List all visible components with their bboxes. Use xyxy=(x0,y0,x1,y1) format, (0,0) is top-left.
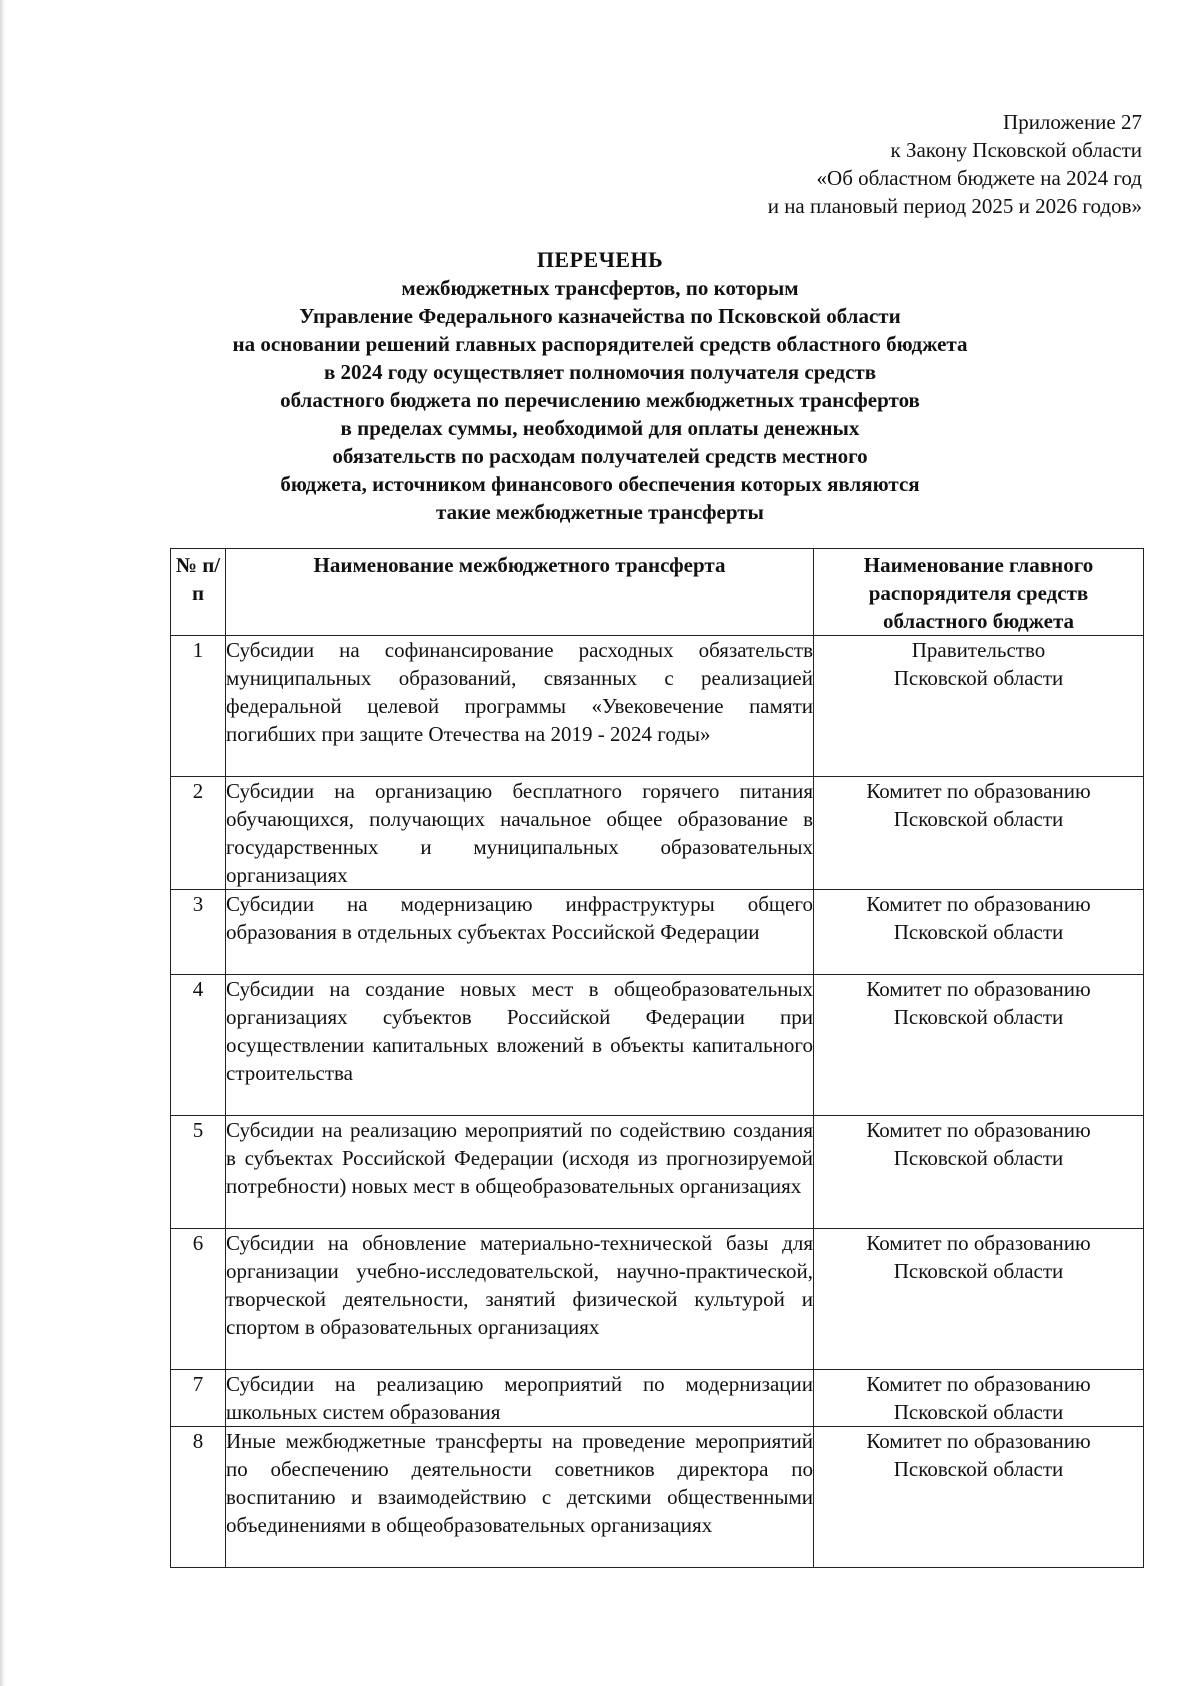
administrator-line: Псковской области xyxy=(893,1146,1064,1170)
transfer-name: Субсидии на софинансирование расходных обязательств муниципальных образований, связанных с реализацией федеральной целевой программы «Увековечение памяти погибших при защите Отечества на 2019 - 2024 годы» xyxy=(226,636,814,777)
administrator-line: Комитет по образованию xyxy=(866,1118,1091,1142)
title-line: межбюджетных трансфертов, по которым xyxy=(401,276,799,300)
appendix-line: и на плановый период 2025 и 2026 годов» xyxy=(767,194,1142,218)
row-number: 7 xyxy=(171,1370,226,1427)
administrator-line: Комитет по образованию xyxy=(866,1372,1091,1396)
document-title xyxy=(120,246,1080,526)
row-number: 6 xyxy=(171,1229,226,1370)
administrator-name xyxy=(814,1427,1144,1568)
transfer-name: Субсидии на модернизацию инфраструктуры общего образования в отдельных субъектах Российской Федерации xyxy=(226,890,814,975)
title-line: такие межбюджетные трансферты xyxy=(436,500,764,524)
appendix-line: «Об областном бюджете на 2024 год xyxy=(816,166,1142,190)
administrator-name xyxy=(814,1116,1144,1229)
administrator-name xyxy=(814,1229,1144,1370)
row-number: 1 xyxy=(171,636,226,777)
appendix-line: к Закону Псковской области xyxy=(890,138,1142,162)
table-row xyxy=(171,890,1144,975)
administrator-name xyxy=(814,890,1144,975)
administrator-name xyxy=(814,636,1144,777)
title-line: в 2024 году осуществляет полномочия получателя средств xyxy=(323,360,877,384)
administrator-line: Комитет по образованию xyxy=(866,977,1091,1001)
administrator-line: Правительство xyxy=(911,638,1046,662)
transfer-name: Субсидии на реализацию мероприятий по содействию создания в субъектах Российской Федерации (исходя из прогнозируемой потребности) новых мест в общеобразовательных организациях xyxy=(226,1116,814,1229)
transfer-name: Субсидии на создание новых мест в общеобразовательных организациях субъектов Российской Федерации при осуществлении капитальных вложений в объекты капитального строительства xyxy=(226,975,814,1116)
table-row xyxy=(171,975,1144,1116)
administrator-line: Комитет по образованию xyxy=(866,1429,1091,1453)
administrator-line: Псковской области xyxy=(893,807,1064,831)
title-line: в пределах суммы, необходимой для оплаты денежных xyxy=(340,416,860,440)
row-number: 4 xyxy=(171,975,226,1116)
row-number: 3 xyxy=(171,890,226,975)
row-number: 2 xyxy=(171,777,226,890)
header-transfer-name: Наименование межбюджетного трансферта xyxy=(226,549,814,636)
title-main: ПЕРЕЧЕНЬ xyxy=(536,247,664,272)
administrator-line: Псковской области xyxy=(893,1457,1064,1481)
appendix-reference xyxy=(768,108,1142,220)
administrator-line: Псковской области xyxy=(893,666,1064,690)
transfer-name: Иные межбюджетные трансферты на проведение мероприятий по обеспечению деятельности советников директора по воспитанию и взаимодействию с детскими общественными объединениями в общеобразовательных организациях xyxy=(226,1427,814,1568)
administrator-line: Псковской области xyxy=(893,1400,1064,1424)
transfer-name: Субсидии на обновление материально-технической базы для организации учебно-исследовательской, научно-практической, творческой деятельности, занятий физической культурой и спортом в образовательных организациях xyxy=(226,1229,814,1370)
administrator-line: Псковской области xyxy=(893,1259,1064,1283)
table-row xyxy=(171,1116,1144,1229)
table-row xyxy=(171,1229,1144,1370)
administrator-name xyxy=(814,1370,1144,1427)
table-row xyxy=(171,1370,1144,1427)
header-num: № п/п xyxy=(171,549,226,636)
header-administrator: Наименование главного распорядителя средств областного бюджета xyxy=(814,549,1144,636)
title-line: областного бюджета по перечислению межбюджетных трансфертов xyxy=(280,388,920,412)
transfers-table xyxy=(170,548,1144,1568)
title-line: бюджета, источником финансового обеспечения которых являются xyxy=(280,472,920,496)
administrator-name xyxy=(814,975,1144,1116)
administrator-name xyxy=(814,777,1144,890)
transfer-name: Субсидии на организацию бесплатного горячего питания обучающихся, получающих начальное общее образование в государственных и муниципальных образовательных организациях xyxy=(226,777,814,890)
administrator-line: Псковской области xyxy=(893,920,1064,944)
administrator-line: Комитет по образованию xyxy=(866,1231,1091,1255)
administrator-line: Комитет по образованию xyxy=(866,779,1091,803)
title-line: Управление Федерального казначейства по Псковской области xyxy=(299,304,901,328)
administrator-line: Комитет по образованию xyxy=(866,892,1091,916)
table-row xyxy=(171,777,1144,890)
table-row xyxy=(171,1427,1144,1568)
transfer-name: Субсидии на реализацию мероприятий по модернизации школьных систем образования xyxy=(226,1370,814,1427)
scan-page-edge xyxy=(0,0,6,1686)
title-line: на основании решений главных распорядителей средств областного бюджета xyxy=(232,332,968,356)
row-number: 5 xyxy=(171,1116,226,1229)
appendix-line: Приложение 27 xyxy=(1003,110,1142,134)
title-line: обязательств по расходам получателей средств местного xyxy=(332,444,868,468)
administrator-line: Псковской области xyxy=(893,1005,1064,1029)
row-number: 8 xyxy=(171,1427,226,1568)
table-header-row xyxy=(171,549,1144,636)
table-row xyxy=(171,636,1144,777)
